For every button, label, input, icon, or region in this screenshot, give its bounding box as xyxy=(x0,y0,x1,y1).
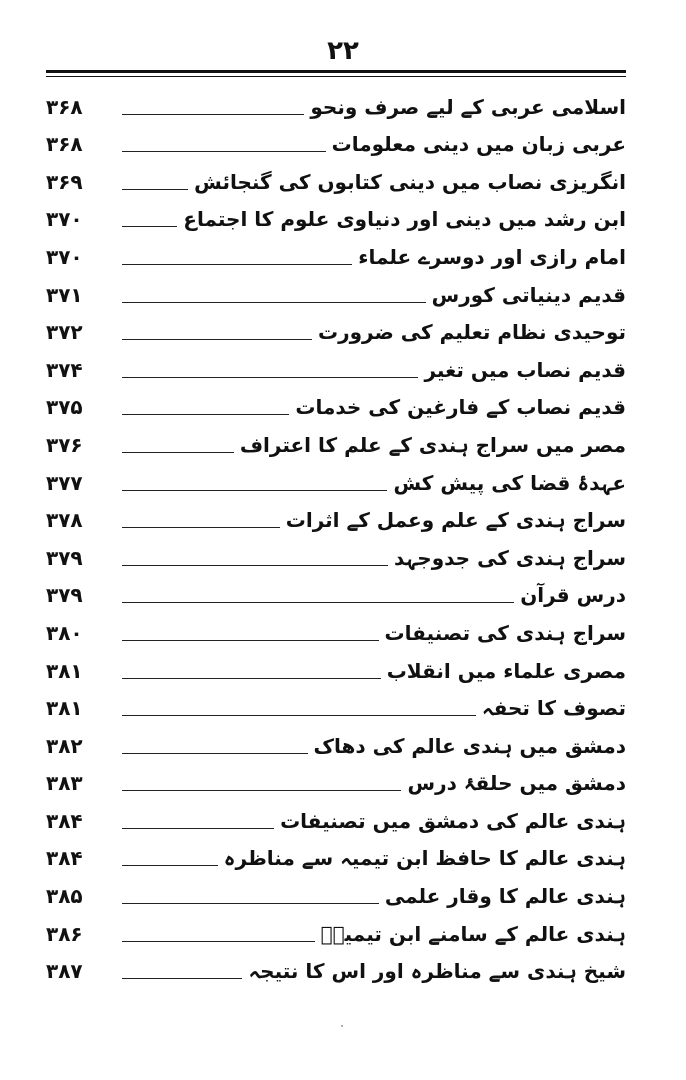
toc-leader-line xyxy=(122,377,418,378)
toc-entry-page: ۳۸۴ xyxy=(46,808,83,833)
toc-entry-page: ۳۸۱ xyxy=(46,696,83,721)
toc-entry-page: ۳۸۰ xyxy=(46,620,83,645)
toc-entry-title: توحیدی نظام تعلیم کی ضرورت xyxy=(317,320,626,345)
toc-entry xyxy=(46,723,626,761)
toc-entry xyxy=(46,648,626,686)
toc-entry xyxy=(46,234,626,272)
toc-leader-line xyxy=(122,753,308,754)
toc-entry-title: سراج ہندی کی جدوجہد xyxy=(394,545,626,570)
toc-entry-title: مصری علماء میں انقلاب xyxy=(386,658,626,683)
toc-leader-line xyxy=(122,527,280,528)
toc-entry-page: ۳۸۶ xyxy=(46,921,83,946)
toc-entry xyxy=(46,310,626,348)
toc-entry-title: قدیم نصاب کے فارغین کی خدمات xyxy=(295,395,626,420)
toc-entry-title: دمشق میں حلقۂ درس xyxy=(407,771,626,796)
toc-entry xyxy=(46,347,626,385)
toc-leader-line xyxy=(122,452,234,453)
toc-entry-title: ابن رشد میں دینی اور دنیاوی علوم کا اجتماع xyxy=(183,207,626,232)
toc-entry-page: ۳۸۷ xyxy=(46,959,83,984)
header-rule-thin xyxy=(46,76,626,77)
toc-entry-title: مصر میں سراج ہندی کے علم کا اعتراف xyxy=(239,432,626,457)
toc-entry-page: ۳۸۴ xyxy=(46,846,83,871)
toc-entry-page: ۳۷۴ xyxy=(46,357,83,382)
toc-leader-line xyxy=(122,828,274,829)
toc-entry-title: ہندی عالم کا حافظ ابن تیمیہ سے مناظرہ xyxy=(223,846,626,871)
toc-entry xyxy=(46,610,626,648)
toc-leader-line xyxy=(122,865,218,866)
toc-entry-title: عہدۂ قضا کی پیش کش xyxy=(393,470,626,495)
header-rule-thick xyxy=(46,70,626,73)
toc-leader-line xyxy=(122,941,315,942)
toc-entry-page: ۳۷۷ xyxy=(46,470,83,495)
toc-leader-line xyxy=(122,189,188,190)
toc-entry-title: شیخ ہندی سے مناظرہ اور اس کا نتیجہ xyxy=(248,959,626,984)
toc-entry xyxy=(46,385,626,423)
toc-entry-page: ۳۶۹ xyxy=(46,169,83,194)
toc-entry-page: ۳۷۹ xyxy=(46,583,83,608)
toc-entry xyxy=(46,84,626,122)
toc-leader-line xyxy=(122,151,326,152)
toc-entry xyxy=(46,798,626,836)
toc-leader-line xyxy=(122,339,312,340)
toc-leader-line xyxy=(122,490,387,491)
toc-entry-page: ۳۶۸ xyxy=(46,132,83,157)
toc-entry xyxy=(46,949,626,987)
toc-entry-title: اسلامی عربی کے لیے صرف ونحو xyxy=(310,94,626,119)
toc-leader-line xyxy=(122,114,304,115)
toc-leader-line xyxy=(122,715,476,716)
toc-entry-page: ۳۸۳ xyxy=(46,771,83,796)
toc-entry-title: ہندی عالم کی دمشق میں تصنیفات xyxy=(280,808,626,833)
toc-leader-line xyxy=(122,978,242,979)
toc-entry-title: عربی زبان میں دینی معلومات xyxy=(331,132,626,157)
toc-entry-page: ۳۷۱ xyxy=(46,282,83,307)
toc-leader-line xyxy=(122,302,426,303)
toc-entry-title: ہندی عالم کا وقار علمی xyxy=(384,884,626,909)
toc-leader-line xyxy=(122,414,289,415)
toc-entry xyxy=(46,272,626,310)
toc-entry-title: درس قرآن xyxy=(520,583,626,608)
toc-entry xyxy=(46,197,626,235)
toc-entry xyxy=(46,836,626,874)
toc-entry xyxy=(46,761,626,799)
toc-entry-title: سراج ہندی کے علم وعمل کے اثرات xyxy=(285,508,626,533)
toc-entry-page: ۳۷۲ xyxy=(46,320,83,345)
toc-entry xyxy=(46,873,626,911)
toc-entry-page: ۳۶۸ xyxy=(46,94,83,119)
toc-entry-page: ۳۷۹ xyxy=(46,545,83,570)
page-number: ۲۲ xyxy=(327,36,359,66)
toc-entry-title: ہندی عالم کے سامنے ابن تیمیہؒ xyxy=(320,921,626,946)
toc-entry-page: ۳۷۶ xyxy=(46,432,83,457)
toc-entry-title: انگریزی نصاب میں دینی کتابوں کی گنجائش xyxy=(194,169,626,194)
toc-leader-line xyxy=(122,790,401,791)
toc-entry-title: سراج ہندی کی تصنیفات xyxy=(384,620,626,645)
toc-entry xyxy=(46,535,626,573)
toc-entry-page: ۳۷۰ xyxy=(46,207,83,232)
toc-entry-title: دمشق میں ہندی عالم کی دھاک xyxy=(313,733,626,758)
toc-leader-line xyxy=(122,640,379,641)
print-speck xyxy=(341,1025,343,1027)
toc-entry xyxy=(46,573,626,611)
toc-entry-title: قدیم نصاب میں تغیر xyxy=(424,357,626,382)
toc-leader-line xyxy=(122,678,381,679)
toc-entry-page: ۳۸۵ xyxy=(46,884,83,909)
toc-entry xyxy=(46,422,626,460)
toc-entry-title: امام رازی اور دوسرے علماء xyxy=(358,244,626,269)
toc-entry-title: قدیم دینیاتی کورس xyxy=(431,282,626,307)
toc-entry-page: ۳۷۰ xyxy=(46,244,83,269)
toc-entry-page: ۳۷۸ xyxy=(46,508,83,533)
toc-entry xyxy=(46,159,626,197)
toc-entry xyxy=(46,122,626,160)
toc-leader-line xyxy=(122,264,352,265)
toc-entry-title: تصوف کا تحفہ xyxy=(481,696,626,721)
toc-leader-line xyxy=(122,903,379,904)
toc-entry xyxy=(46,460,626,498)
toc-entry-page: ۳۷۵ xyxy=(46,395,83,420)
toc-leader-line xyxy=(122,226,177,227)
toc-entry xyxy=(46,498,626,536)
table-of-contents xyxy=(46,84,626,986)
toc-entry-page: ۳۸۲ xyxy=(46,733,83,758)
toc-leader-line xyxy=(122,565,388,566)
toc-entry xyxy=(46,686,626,724)
toc-entry xyxy=(46,911,626,949)
toc-leader-line xyxy=(122,602,514,603)
toc-entry-page: ۳۸۱ xyxy=(46,658,83,683)
